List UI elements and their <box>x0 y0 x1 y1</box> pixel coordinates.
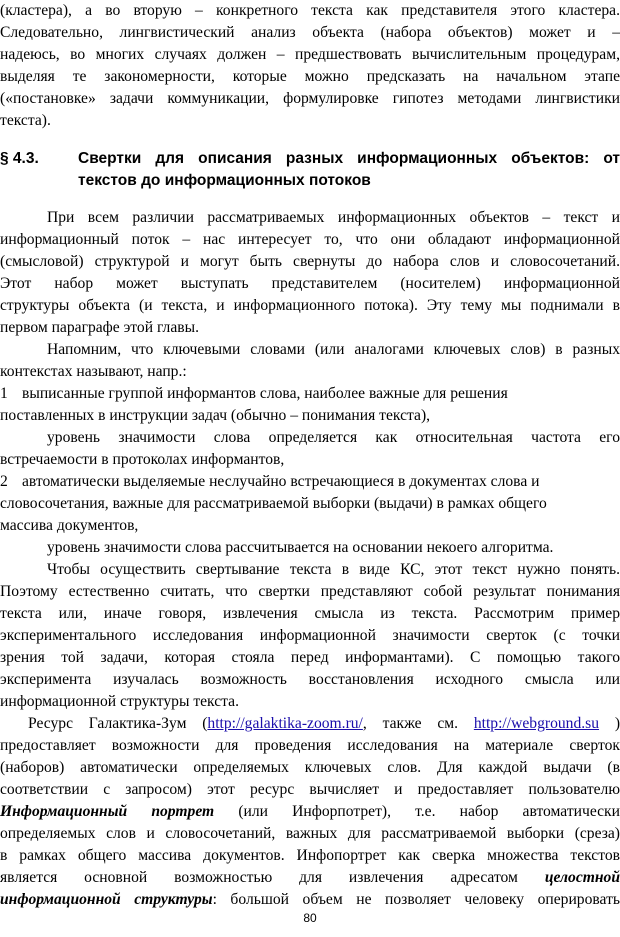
text-span: ) <box>614 715 620 732</box>
list-number: 1 <box>0 385 8 402</box>
text-line: Поэтому естественно считать, что свертки представляют собой результат понимания <box>0 583 620 600</box>
text-line: информационной структуры текста. <box>0 693 239 710</box>
text-span: является основной возможностью для извлечения адресатом <box>0 869 518 886</box>
text-line: (кластера), а во вторую – конкретного текста как представителя этого кластера. <box>0 2 620 19</box>
term-information-structure: информационной структуры <box>0 891 213 908</box>
text-line: определяемых слов и словосочетаний, важных для рассматриваемой выборки (среза) <box>0 825 620 842</box>
page-number: 80 <box>303 911 317 925</box>
text-line: (наборов) автоматически определяемых ключевых слов. Для каждой выдачи (в <box>0 759 620 776</box>
text-line: выделяя те закономерности, которые можно предсказать на начальном этапе <box>0 68 620 85</box>
text-line <box>0 867 620 889</box>
section-title-line: текстов до информационных потоков <box>78 172 371 189</box>
section-heading-cont <box>0 170 620 192</box>
text-line: При всем различии рассматриваемых информационных объектов – текст и <box>47 209 620 226</box>
list-item-text: автоматически выделяемые неслучайно встречающиеся в документах слова и <box>22 473 540 490</box>
text-line: встречаемости в протоколах информантов, <box>0 451 285 468</box>
text-line: Этот набор может выступать представителем (носителем) информационной <box>0 275 620 292</box>
text-line: информационный поток – нас интересует то, что они обладают информационной <box>0 231 620 248</box>
section-number: § 4.3. <box>0 150 39 167</box>
list-number: 2 <box>0 473 8 490</box>
text-line: уровень значимости слова определяется как относительная частота его <box>47 429 620 446</box>
text-line: текста). <box>0 112 51 129</box>
text-line: соответствии с запросом) этот ресурс вычисляет и предоставляет пользователю <box>0 781 620 798</box>
text-line: словосочетания, важные для рассматриваемой выборки (выдачи) в рамках общего <box>0 495 547 512</box>
galaktika-zoom-link[interactable]: http://galaktika-zoom.ru/ <box>207 715 363 732</box>
text-line: экспериментального исследования информационной значимости сверток (с точки <box>0 627 620 644</box>
text-line: поставленных в инструкции задач (обычно – понимания текста), <box>0 407 431 424</box>
text-span: Ресурс Галактика-Зум ( <box>28 715 208 732</box>
text-line: Чтобы осуществить свертывание текста в виде КС, этот текст нужно понять. <box>47 561 620 578</box>
text-line: контекстах называют, напр.: <box>0 363 187 380</box>
text-line <box>0 801 620 823</box>
webground-link[interactable]: http://webground.su <box>473 715 600 732</box>
text-line: уровень значимости слова рассчитывается на основании некоего алгоритма. <box>47 539 554 556</box>
text-span: (или Инфорпотрет), т.е. набор автоматически <box>238 803 620 820</box>
section-title-line: Свертки для описания разных информационных объектов: от <box>78 150 620 167</box>
section-heading <box>0 148 620 170</box>
text-line: («постановке» задачи коммуникации, формулировке гипотез методами лингвистики <box>0 90 620 107</box>
text-line: зрения той задачи, которая стояла перед информантами). С помощью такого <box>0 649 620 666</box>
text-line: первом параграфе этой главы. <box>0 319 199 336</box>
text-line <box>0 713 620 735</box>
text-line: Напомним, что ключевыми словами (или аналогами ключевых слов) в разных <box>47 341 620 358</box>
text-line: надеюсь, во многих случаях должен – предшествовать вычислительным процедурам, <box>0 46 620 63</box>
list-item <box>0 471 620 493</box>
text-line: массива документов, <box>0 517 139 534</box>
text-line: (смысловой) структурой и могут быть свернуты до набора слов и словосочетаний. <box>0 253 620 270</box>
text-line: в рамках общего массива документов. Инфопортрет как сверка множества текстов <box>0 847 620 864</box>
text-span: : большой объем не позволяет человеку оперировать <box>212 891 620 908</box>
text-line: эксперимента изучалась возможность восстановления исходного смысла или <box>0 671 620 688</box>
text-line: структуры объекта (и текста, и информационного потока). Эту тему мы поднимали в <box>0 297 620 314</box>
text-line: Следовательно, лингвистический анализ объекта (набора объектов) может и – <box>0 24 620 41</box>
term-holistic: целостной <box>544 869 620 886</box>
list-item <box>0 383 620 405</box>
term-informational-portrait: Информационный портрет <box>0 803 215 820</box>
text-line <box>0 889 620 911</box>
text-span: , также см. <box>362 715 459 732</box>
text-line: текста или, иначе говоря, извлечения смысла из текста. Рассмотрим пример <box>0 605 620 622</box>
text-line: предоставляет возможности для проведения исследования на материале сверток <box>0 737 620 754</box>
list-item-text: выписанные группой информантов слова, наиболее важные для решения <box>22 385 508 402</box>
